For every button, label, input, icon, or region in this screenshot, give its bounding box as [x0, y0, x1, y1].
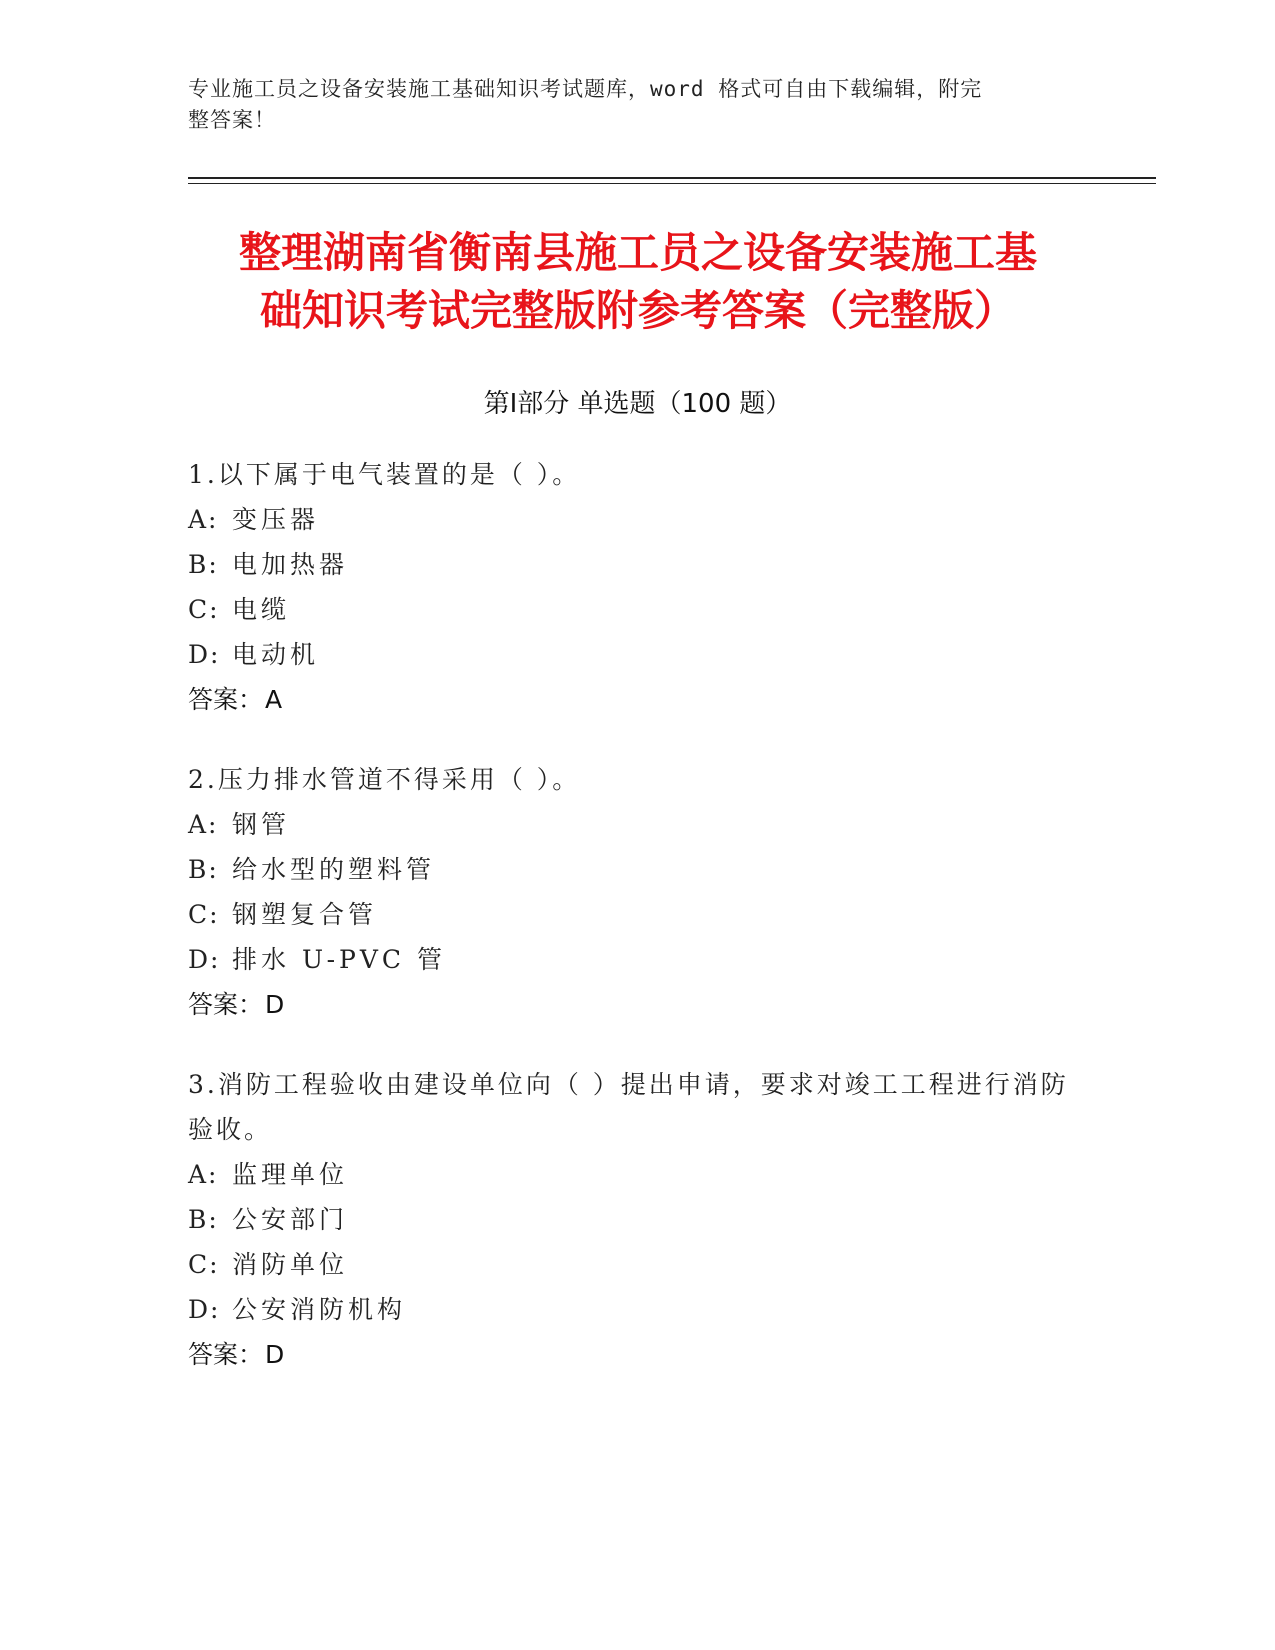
option-key: A: — [188, 505, 219, 534]
question-item — [188, 1062, 1088, 1377]
option-key: D: — [188, 640, 221, 669]
question-stem: 1.以下属于电气装置的是（ ）。 — [188, 460, 581, 489]
question-stem: 3.消防工程验收由建设单位向（ ）提出申请，要求对竣工工程进行消防验收。 — [188, 1070, 1069, 1144]
document-title — [188, 224, 1088, 340]
option-text: 电缆 — [232, 595, 291, 624]
option-d — [188, 1287, 1088, 1332]
answer-line — [188, 1332, 1088, 1377]
option-text: 变压器 — [232, 505, 320, 534]
option-key: B: — [188, 1205, 219, 1234]
option-key: A: — [188, 810, 219, 839]
answer-line — [188, 982, 1088, 1027]
option-a — [188, 1152, 1088, 1197]
title-line: 整理湖南省衡南县施工员之设备安装施工基 — [238, 228, 1037, 277]
header-note-line: 整答案！ — [188, 108, 276, 132]
header-rule-thin — [188, 183, 1156, 184]
header-note — [188, 74, 1068, 136]
option-d — [188, 632, 1088, 677]
option-key: A: — [188, 1160, 219, 1189]
answer-value: D — [265, 990, 285, 1019]
question-stem: 2.压力排水管道不得采用（ ）。 — [188, 765, 581, 794]
option-text: 公安消防机构 — [232, 1295, 407, 1324]
option-c — [188, 587, 1088, 632]
option-text: 给水型的塑料管 — [232, 855, 436, 884]
option-text: 公安部门 — [232, 1205, 349, 1234]
option-text: 钢塑复合管 — [232, 900, 378, 929]
option-text: 排水 U-PVC 管 — [232, 945, 446, 974]
option-text: 消防单位 — [232, 1250, 349, 1279]
option-key: C: — [188, 1250, 220, 1279]
option-text: 钢管 — [232, 810, 291, 839]
answer-label: 答案： — [188, 685, 264, 714]
option-key: C: — [188, 595, 220, 624]
option-d — [188, 937, 1088, 982]
option-text: 电动机 — [232, 640, 320, 669]
section-title: 第Ⅰ部分 单选题（100 题） — [483, 389, 792, 419]
option-key: D: — [188, 1295, 221, 1324]
header-note-line: 专业施工员之设备安装施工基础知识考试题库，word 格式可自由下载编辑，附完 — [188, 77, 983, 101]
answer-value: A — [265, 685, 283, 714]
option-b — [188, 847, 1088, 892]
option-b — [188, 542, 1088, 587]
header-rule-thick — [188, 177, 1156, 179]
option-a — [188, 802, 1088, 847]
answer-label: 答案： — [188, 1340, 264, 1369]
option-text: 电加热器 — [232, 550, 349, 579]
option-key: D: — [188, 945, 221, 974]
answer-line — [188, 677, 1088, 722]
answer-value: D — [265, 1340, 285, 1369]
title-line: 础知识考试完整版附参考答案（完整版） — [259, 286, 1016, 335]
option-b — [188, 1197, 1088, 1242]
answer-label: 答案： — [188, 990, 264, 1019]
question-item — [188, 452, 1088, 722]
option-key: C: — [188, 900, 220, 929]
option-a — [188, 497, 1088, 542]
question-item — [188, 757, 1088, 1027]
option-text: 监理单位 — [232, 1160, 349, 1189]
option-key: B: — [188, 855, 219, 884]
option-key: B: — [188, 550, 219, 579]
option-c — [188, 1242, 1088, 1287]
option-c — [188, 892, 1088, 937]
